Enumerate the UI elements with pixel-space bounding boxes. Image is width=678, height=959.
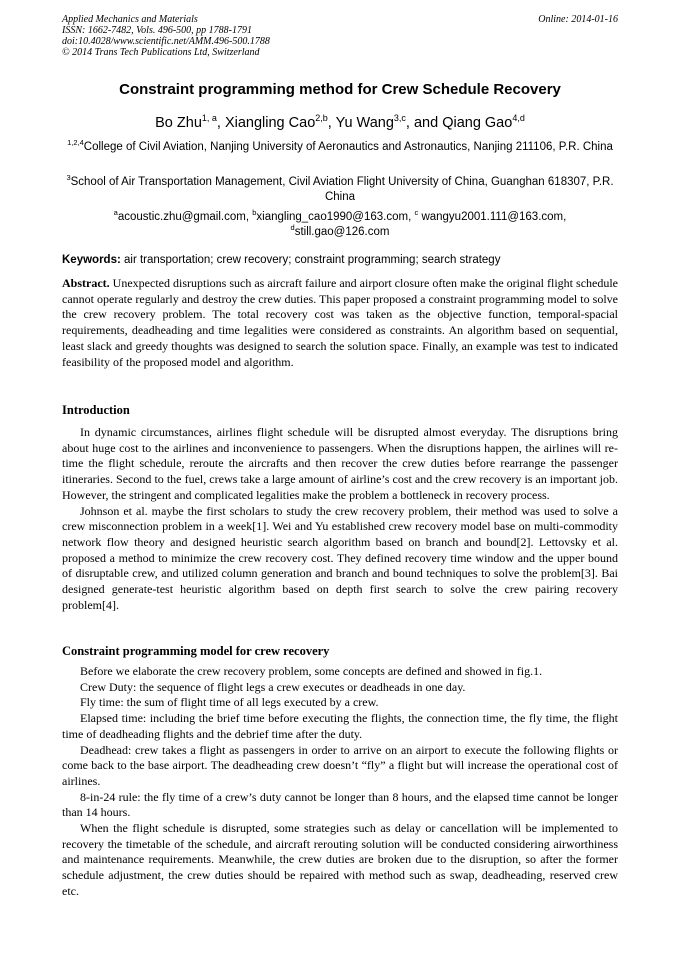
- abstract: [62, 276, 618, 370]
- copyright-line: © 2014 Trans Tech Publications Ltd, Switzerland: [62, 47, 260, 58]
- keywords-text: air transportation; crew recovery; constraint programming; search strategy: [124, 254, 501, 266]
- section-heading-model: Constraint programming model for crew recovery: [62, 644, 330, 658]
- author-sup: 2,b: [315, 113, 328, 123]
- paragraph: Johnson et al. maybe the first scholars to study the crew recovery problem, their method was used to solve a crew misconnection problem in a week[1]. Wei and Yu established crew recovery model base on multi-commodity network flow theory and designed heuristic search algorithm based on branch and bound[2]. Lettovsky et al. proposed a method to minimize the crew recovery cost. They defined recovery time window and the upper bound of disruptable crew, and utilized column generation and branch and bound techniques to solve the problem[3]. Bai designed generate-test heuristic algorithm based on depth first search to solve the crew pairing recovery problem[4].: [62, 503, 618, 612]
- online-date: Online: 2014-01-16: [538, 14, 618, 25]
- author-sup: 4,d: [512, 113, 525, 123]
- paper-title: Constraint programming method for Crew Schedule Recovery: [119, 81, 561, 98]
- author-name: Xiangling Cao: [224, 115, 316, 131]
- paragraph: When the flight schedule is disrupted, some strategies such as delay or cancellation will be implemented to recovery the timetable of the schedule, and aircraft rerouting solution will be conducted considering airworthiness and maintenance requirements. Meanwhile, the crew duties are broken due to the disruption, so after the former schedule adjustment, the crew duties should be repaired with method such as swap, deadheading, reserved crew etc.: [62, 821, 618, 898]
- paragraph: Deadhead: crew takes a flight as passengers in order to arrive on an airport to execute the following flights or come back to the base airport. The deadheading crew doesn’t “fly” a flight but will increase the operational cost of airlines.: [62, 742, 618, 788]
- affiliation-sup: 3: [66, 173, 71, 182]
- author-sup: 1, a: [201, 113, 217, 123]
- paragraph: Elapsed time: including the brief time before executing the flights, the connection time, the fly time, the flight time of deadheading flights and the debrief time after the duty.: [62, 711, 618, 741]
- abstract-text: Unexpected disruptions such as aircraft failure and airport closure often make the original flight schedule cannot operate regularly and destroy the crew duties. This paper proposed a constraint programming model to solve the crew recovery problem. The total recovery cost was taken as the objective function, temporal-spacial requirements, deadheading and time legalities were considered as constraints. An algorithm based on sequential, least slack and greedy thoughts was designed to search the solution space. Finally, an example was test to indicated feasibility of the proposed model and algorithm.: [62, 276, 619, 369]
- abstract-label: Abstract.: [62, 276, 110, 290]
- paragraph: In dynamic circumstances, airlines flight schedule will be disrupted almost everyday. The disruptions bring about huge cost to the airlines and inconvenience to passengers. When the disruptions happen, the airlines will re-time the flight schedule, reroute the aircrafts and then recover the crew duties before rearrange the passenger itineraries. Second to the fuel, crews take a large amount of airline’s cost and the crew recovery is an important job. However, the stringent and complicated legalities make the problem a bottleneck in recovery process.: [62, 425, 618, 502]
- email-link[interactable]: wangyu2001.111@163.com: [421, 211, 564, 223]
- author-name: Yu Wang: [335, 115, 394, 131]
- paragraph: Before we elaborate the crew recovery problem, some concepts are defined and showed in fig.1.: [80, 664, 543, 678]
- journal-name: Applied Mechanics and Materials: [62, 14, 198, 25]
- paragraph: Fly time: the sum of flight time of all legs executed by a crew.: [80, 695, 379, 710]
- affiliation-sup: 1,2,4: [67, 138, 84, 147]
- keywords: [62, 253, 618, 268]
- affiliation-text: College of Civil Aviation, Nanjing University of Aeronautics and Astronautics, Nanjing 211106, P.R. China: [83, 141, 613, 153]
- email-link[interactable]: acoustic.zhu@gmail.com: [117, 211, 246, 223]
- email-link[interactable]: still.gao@126.com: [294, 226, 390, 238]
- email-list: $^a$acoustic.zhu@gmail.com, $^b$xiangling_cao1990@163.com, $^c$ wangyu2001.111@163.com, $^d$still.gao@126.com: [113, 208, 567, 238]
- issn-line: ISSN: 1662-7482, Vols. 496-500, pp 1788-1791: [62, 25, 252, 36]
- affiliation-text: School of Air Transportation Management, Civil Aviation Flight University of China, Guanghan 618307, P.R. China: [70, 176, 614, 203]
- introduction-body: [62, 425, 618, 613]
- keywords-label: Keywords:: [62, 254, 121, 266]
- author-list: Bo Zhu$^{1, a}$, Xiangling Cao$^{2,b}$, Yu Wang$^{3,c}$, and Qiang Gao$^{4,d}$: [155, 113, 525, 131]
- journal-header: [62, 14, 618, 58]
- paragraph: Crew Duty: the sequence of flight legs a crew executes or deadheads in one day.: [80, 679, 466, 694]
- affiliation-1: [62, 140, 618, 155]
- author-name: Qiang Gao: [442, 115, 513, 131]
- section-heading-introduction: Introduction: [62, 403, 130, 417]
- doi-line: doi:10.4028/www.scientific.net/AMM.496-500.1788: [62, 36, 270, 47]
- model-section-body: [62, 664, 618, 900]
- affiliation-2: [62, 175, 618, 205]
- paragraph: 8-in-24 rule: the fly time of a crew’s duty cannot be longer than 8 hours, and the elapsed time cannot be longer than 14 hours.: [62, 789, 618, 820]
- email-link[interactable]: xiangling_cao1990@163.com: [256, 211, 409, 223]
- author-name: Bo Zhu: [155, 115, 202, 131]
- author-sup: 3,c: [393, 113, 406, 123]
